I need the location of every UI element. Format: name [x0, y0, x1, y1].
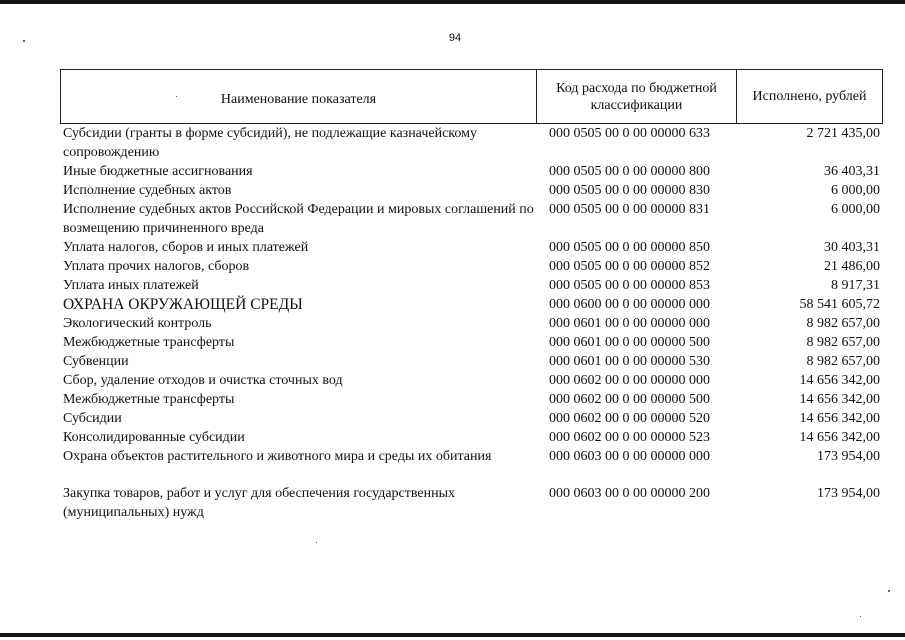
table-row — [62, 162, 883, 181]
row-code: 000 0505 00 0 00 00000 800 — [549, 164, 710, 179]
row-code: 000 0603 00 0 00 00000 000 — [549, 449, 710, 464]
column-header-code: Код расхода по бюджетной классификации — [537, 70, 737, 123]
table-row — [62, 276, 883, 295]
row-name: Субсидии — [63, 411, 122, 426]
scan-speck — [860, 616, 861, 617]
row-sum: 8 982 657,00 — [806, 335, 880, 350]
page-border-top — [0, 0, 905, 4]
table-row-section — [62, 295, 883, 314]
table-row — [62, 181, 883, 200]
row-sum: 173 954,00 — [817, 486, 880, 501]
row-sum: 14 656 342,00 — [799, 430, 880, 445]
row-code: 000 0601 00 0 00 00000 530 — [549, 354, 710, 369]
row-code: 000 0505 00 0 00 00000 830 — [549, 183, 710, 198]
table-row — [62, 352, 883, 371]
row-name: Консолидированные субсидии — [63, 430, 245, 445]
row-sum: 14 656 342,00 — [799, 411, 880, 426]
table-row — [62, 484, 883, 522]
row-name: Межбюджетные трансферты — [63, 335, 235, 350]
row-sum: 173 954,00 — [817, 449, 880, 464]
row-sum: 14 656 342,00 — [799, 392, 880, 407]
row-sum: 2 721 435,00 — [806, 126, 880, 141]
row-name: Уплата иных платежей — [63, 278, 199, 293]
row-sum: 58 541 605,72 — [799, 297, 880, 312]
table-row — [62, 371, 883, 390]
row-name: Уплата налогов, сборов и иных платежей — [63, 240, 309, 255]
page-border-bottom — [0, 633, 905, 637]
row-sum: 36 403,31 — [824, 164, 880, 179]
row-sum: 6 000,00 — [831, 202, 880, 217]
scan-speck — [23, 40, 25, 42]
row-name: Закупка товаров, работ и услуг для обеспечения государственных (муниципальных) нужд — [63, 486, 456, 520]
table-row — [62, 428, 883, 447]
row-name: Экологический контроль — [63, 316, 212, 331]
table-row — [62, 409, 883, 428]
column-header-sum: Исполнено, рублей — [752, 89, 867, 104]
row-name: Исполнение судебных актов Российской Федерации и мировых соглашений по возмещению причиненного вреда — [63, 202, 534, 236]
row-name: Межбюджетные трансферты — [63, 392, 235, 407]
table-row — [62, 257, 883, 276]
row-sum: 8 917,31 — [831, 278, 880, 293]
table-header — [60, 69, 883, 124]
table-row — [62, 447, 883, 466]
row-code: 000 0602 00 0 00 00000 500 — [549, 392, 710, 407]
row-code: 000 0600 00 0 00 00000 000 — [549, 297, 710, 312]
table-row — [62, 314, 883, 333]
row-code: 000 0505 00 0 00 00000 831 — [549, 202, 710, 217]
page-number: 94 — [448, 32, 462, 44]
row-sum: 21 486,00 — [824, 259, 880, 274]
row-sum: 14 656 342,00 — [799, 373, 880, 388]
row-code: 000 0505 00 0 00 00000 852 — [549, 259, 710, 274]
row-code: 000 0505 00 0 00 00000 850 — [549, 240, 710, 255]
row-name: Уплата прочих налогов, сборов — [63, 259, 250, 274]
row-sum: 30 403,31 — [824, 240, 880, 255]
table-row — [62, 200, 883, 238]
table-body — [62, 124, 883, 522]
scan-speck — [316, 542, 317, 543]
table-row — [62, 238, 883, 257]
row-name: Сбор, удаление отходов и очистка сточных вод — [63, 373, 343, 388]
row-name: ОХРАНА ОКРУЖАЮЩЕЙ СРЕДЫ — [63, 296, 303, 313]
table-row — [62, 390, 883, 409]
row-code: 000 0602 00 0 00 00000 520 — [549, 411, 710, 426]
row-name: Охрана объектов растительного и животного мира и среды их обитания — [63, 449, 492, 464]
row-name: Субсидии (гранты в форме субсидий), не подлежащие казначейскому сопровождению — [63, 126, 477, 160]
row-name: Иные бюджетные ассигнования — [63, 164, 253, 179]
column-header-name: Наименование показателя — [61, 70, 537, 123]
row-name: Субвенции — [63, 354, 129, 369]
row-sum: 6 000,00 — [831, 183, 880, 198]
row-code: 000 0602 00 0 00 00000 000 — [549, 373, 710, 388]
row-sum: 8 982 657,00 — [806, 354, 880, 369]
table-row — [62, 333, 883, 352]
table-row — [62, 124, 883, 162]
row-code: 000 0505 00 0 00 00000 853 — [549, 278, 710, 293]
scan-speck — [888, 590, 890, 592]
row-code: 000 0603 00 0 00 00000 200 — [549, 486, 710, 501]
row-name: Исполнение судебных актов — [63, 183, 232, 198]
row-code: 000 0601 00 0 00 00000 000 — [549, 316, 710, 331]
row-sum: 8 982 657,00 — [806, 316, 880, 331]
row-code: 000 0602 00 0 00 00000 523 — [549, 430, 710, 445]
row-code: 000 0505 00 0 00 00000 633 — [549, 126, 710, 141]
row-code: 000 0601 00 0 00 00000 500 — [549, 335, 710, 350]
